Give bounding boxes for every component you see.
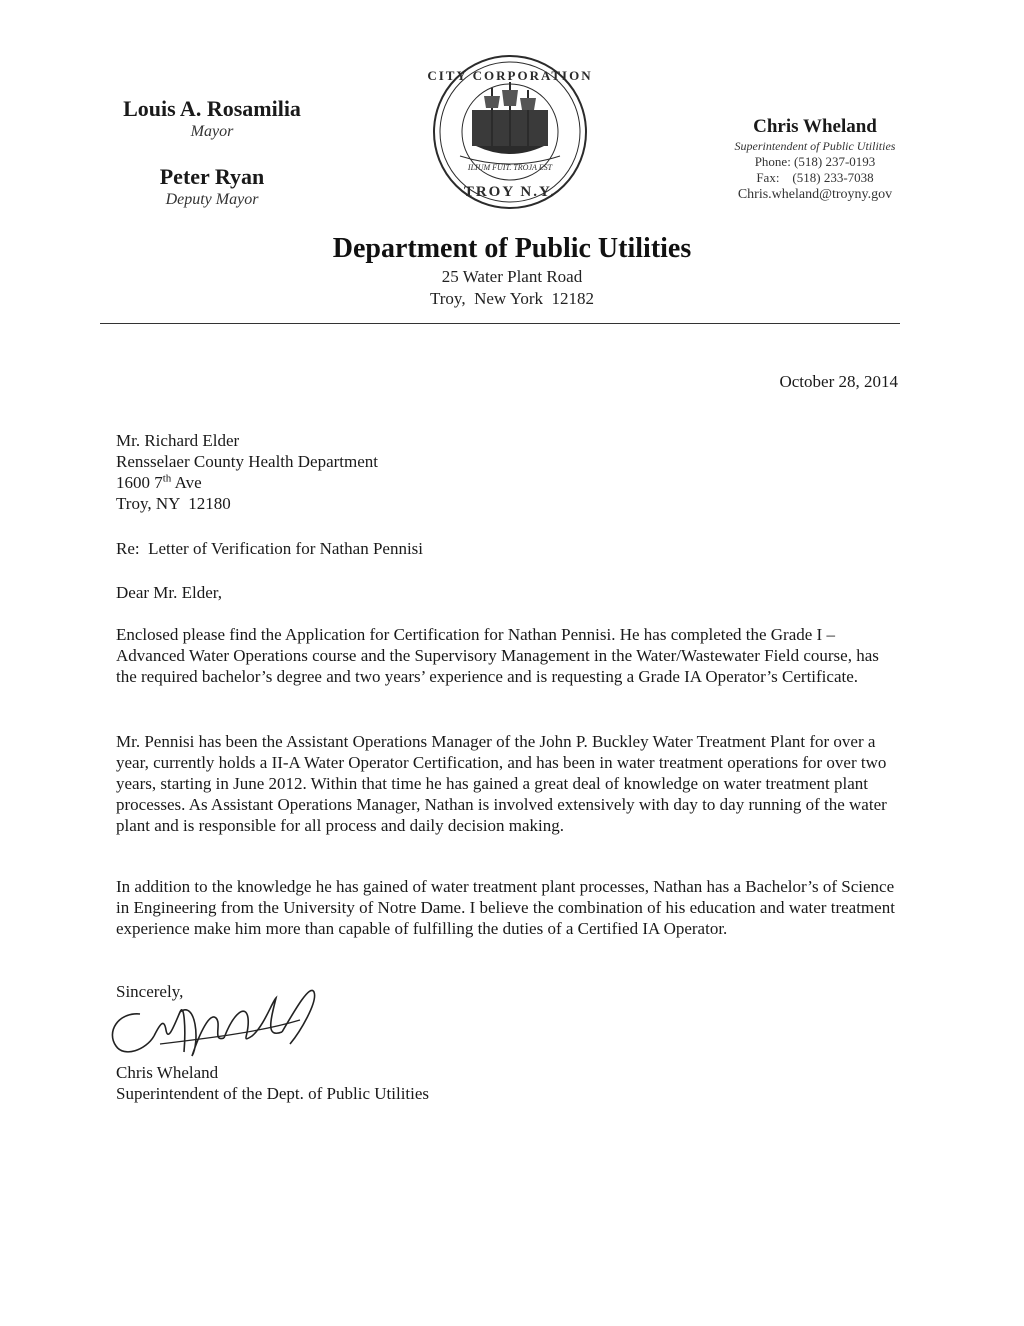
recipient-address [116,430,896,514]
superintendent-block [700,116,930,204]
department-address-line2: Troy, New York 12182 [429,289,595,308]
city-seal-icon [420,52,600,212]
recipient-street: 1600 7th Ave [116,472,202,492]
body-paragraph-3: In addition to the knowledge he has gained of water treatment plant processes, Nathan has a Bachelor’s of Science in Engineering from the University of Notre Dame. I believe the combination of his education and water treatment experience make him more than capable of fulfilling the duties of a Certified IA Operator. [116,877,895,938]
department-title: Department of Public Utilities [332,233,692,264]
deputy-mayor-name: Peter Ryan [159,164,265,189]
deputy-mayor-title: Deputy Mayor [165,191,259,208]
superintendent-name: Chris Wheland [753,116,877,137]
phone-number: Phone: (518) 237-0193 [754,154,876,169]
signer-block [116,1062,896,1104]
salutation: Dear Mr. Elder, [116,583,223,602]
svg-text:CITY CORPORATION: CITY CORPORATION [427,68,593,83]
department-block [0,232,1024,310]
subject-line: Re: Letter of Verification for Nathan Pennisi [116,539,424,558]
svg-text:ILIUM FUIT. TROJA EST: ILIUM FUIT. TROJA EST [467,163,553,172]
signer-title: Superintendent of the Dept. of Public Utilities [116,1084,430,1103]
recipient-city: Troy, NY 12180 [116,494,231,513]
body-paragraph-2: Mr. Pennisi has been the Assistant Operations Manager of the John P. Buckley Water Treatment Plant for over a year, currently holds a II-A Water Operator Certification, and has been in water treatment operations for over two years, starting in June 2012. Within that time he has gained a great deal of knowledge on water treatment plant processes. As Assistant Operations Manager, Nathan is involved extensively with day to day running of the water plant and is responsible for all process and daily decision making. [116,732,887,835]
body-paragraph-1: Enclosed please find the Application for Certification for Nathan Pennisi. He has completed the Grade I – Advanced Water Operations course and the Supervisory Management in the Water/Wastewater Field course, has the required bachelor’s degree and two years’ experience and is requesting a Grade IA Operator’s Certificate. [116,625,879,686]
handwritten-signature [100,972,350,1072]
mayor-title: Mayor [190,123,234,140]
fax-number: Fax: (518) 233-7038 [756,170,874,185]
svg-text:TROY N.Y.: TROY N.Y. [463,184,557,200]
closing: Sincerely, [116,982,184,1001]
email-address: Chris.wheland@troyny.gov [737,187,893,202]
mayor-name: Louis A. Rosamilia [123,96,301,121]
signer-name: Chris Wheland [116,1063,219,1082]
header-divider [100,323,900,324]
officials-block [112,96,312,210]
recipient-organization: Rensselaer County Health Department [116,452,379,471]
recipient-name: Mr. Richard Elder [116,431,240,450]
department-address-line1: 25 Water Plant Road [441,267,583,286]
letter-date: October 28, 2014 [779,372,898,391]
superintendent-title: Superintendent of Public Utilities [734,139,896,153]
